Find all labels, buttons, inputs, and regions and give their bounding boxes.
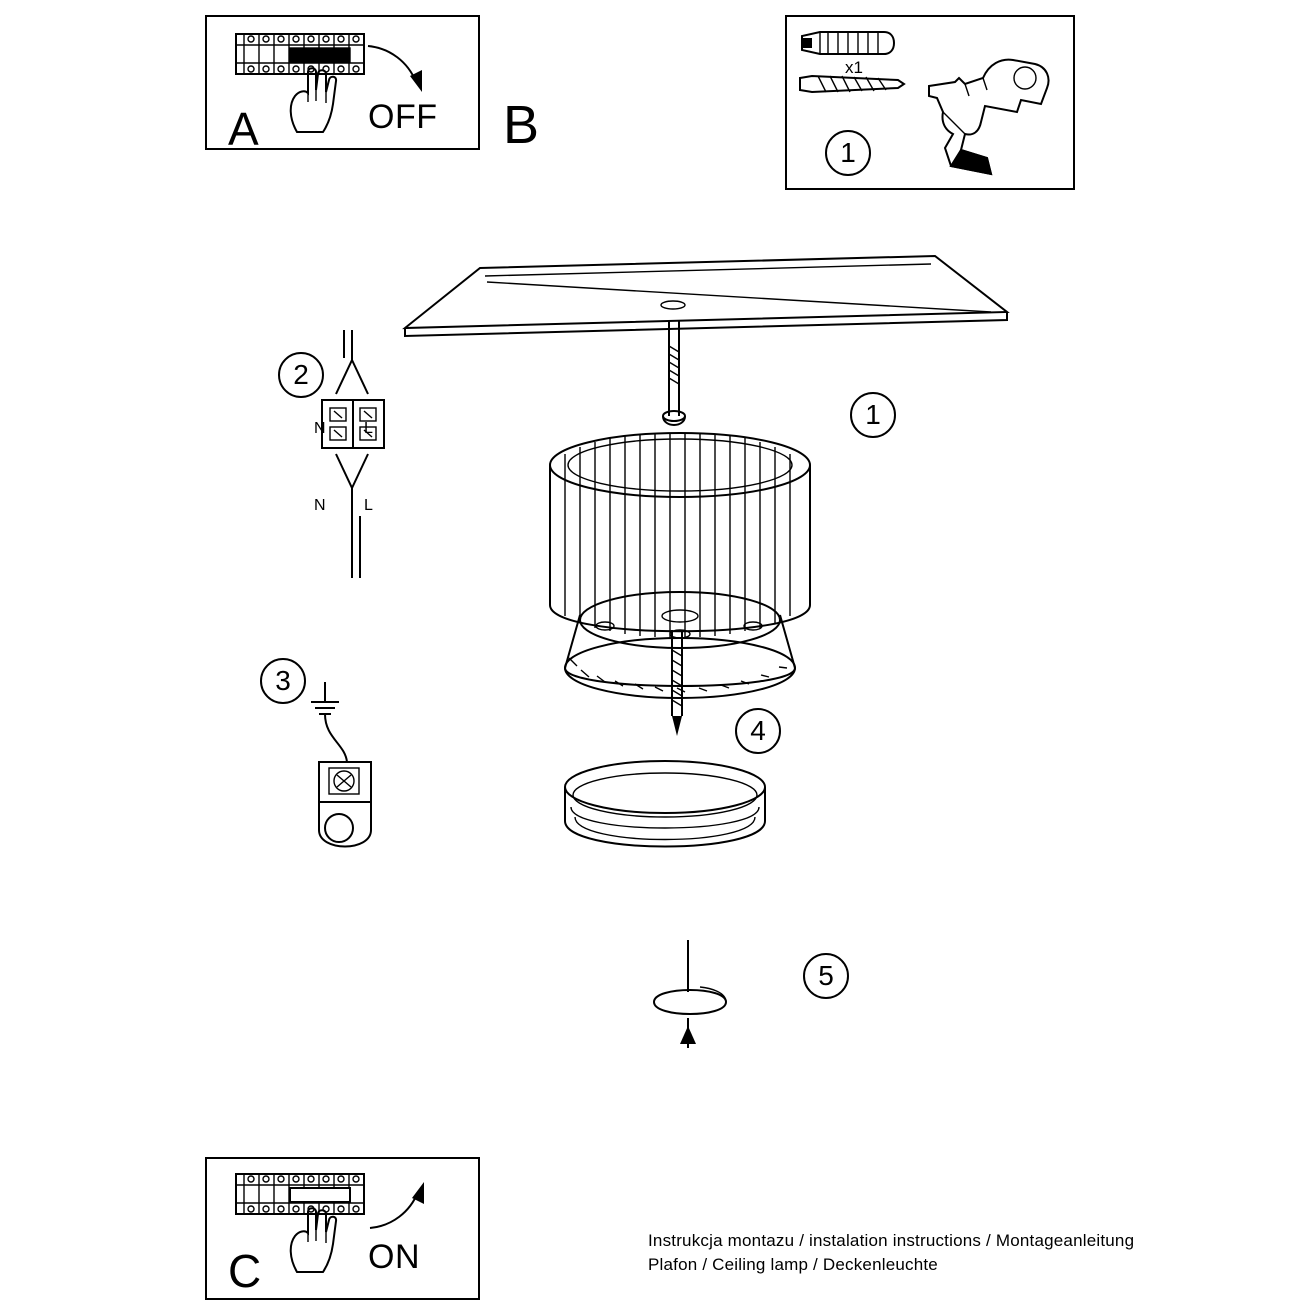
lamp-diffuser bbox=[535, 755, 795, 895]
panel-b-letter: B bbox=[503, 95, 540, 155]
step-badge-3: 3 bbox=[260, 658, 306, 704]
cordless-drill-icon bbox=[925, 38, 1060, 178]
wall-plug-icon bbox=[798, 28, 913, 58]
screw-icon bbox=[798, 72, 908, 96]
panel-a-word: OFF bbox=[368, 98, 438, 136]
step-badge-4: 4 bbox=[735, 708, 781, 754]
earth-connection-detail bbox=[305, 680, 395, 865]
step-badge-5: 5 bbox=[803, 953, 849, 999]
step-badge-2: 2 bbox=[278, 352, 324, 398]
panel-c-letter: C bbox=[228, 1245, 262, 1297]
ceiling-plate bbox=[395, 250, 1015, 345]
ceiling-mount-screw bbox=[655, 320, 695, 440]
hand-pointing-icon-c bbox=[283, 1200, 343, 1275]
terminal-label-n-bottom: N bbox=[314, 497, 326, 514]
step-badge-1: 1 bbox=[850, 392, 896, 438]
panel-a-letter: A bbox=[228, 103, 259, 155]
fixing-screw bbox=[660, 630, 694, 740]
quantity-label: x1 bbox=[845, 58, 863, 77]
footer-line-2: Plafon / Ceiling lamp / Deckenleuchte bbox=[648, 1255, 938, 1274]
step-badge-1-parts: 1 bbox=[825, 130, 871, 176]
terminal-label-l-bottom: L bbox=[364, 497, 373, 514]
terminal-label-n-top: N bbox=[314, 420, 326, 437]
panel-c-word: ON bbox=[368, 1238, 420, 1276]
terminal-label-l-top: L bbox=[364, 420, 373, 437]
hand-pointing-icon-a bbox=[283, 60, 343, 135]
curved-arrow-up-icon bbox=[360, 1172, 435, 1234]
footer-line-1: Instrukcja montazu / instalation instructions / Montageanleitung bbox=[648, 1231, 1135, 1250]
rotate-to-lock-symbol bbox=[640, 940, 750, 1065]
curved-arrow-down-icon bbox=[360, 40, 435, 100]
